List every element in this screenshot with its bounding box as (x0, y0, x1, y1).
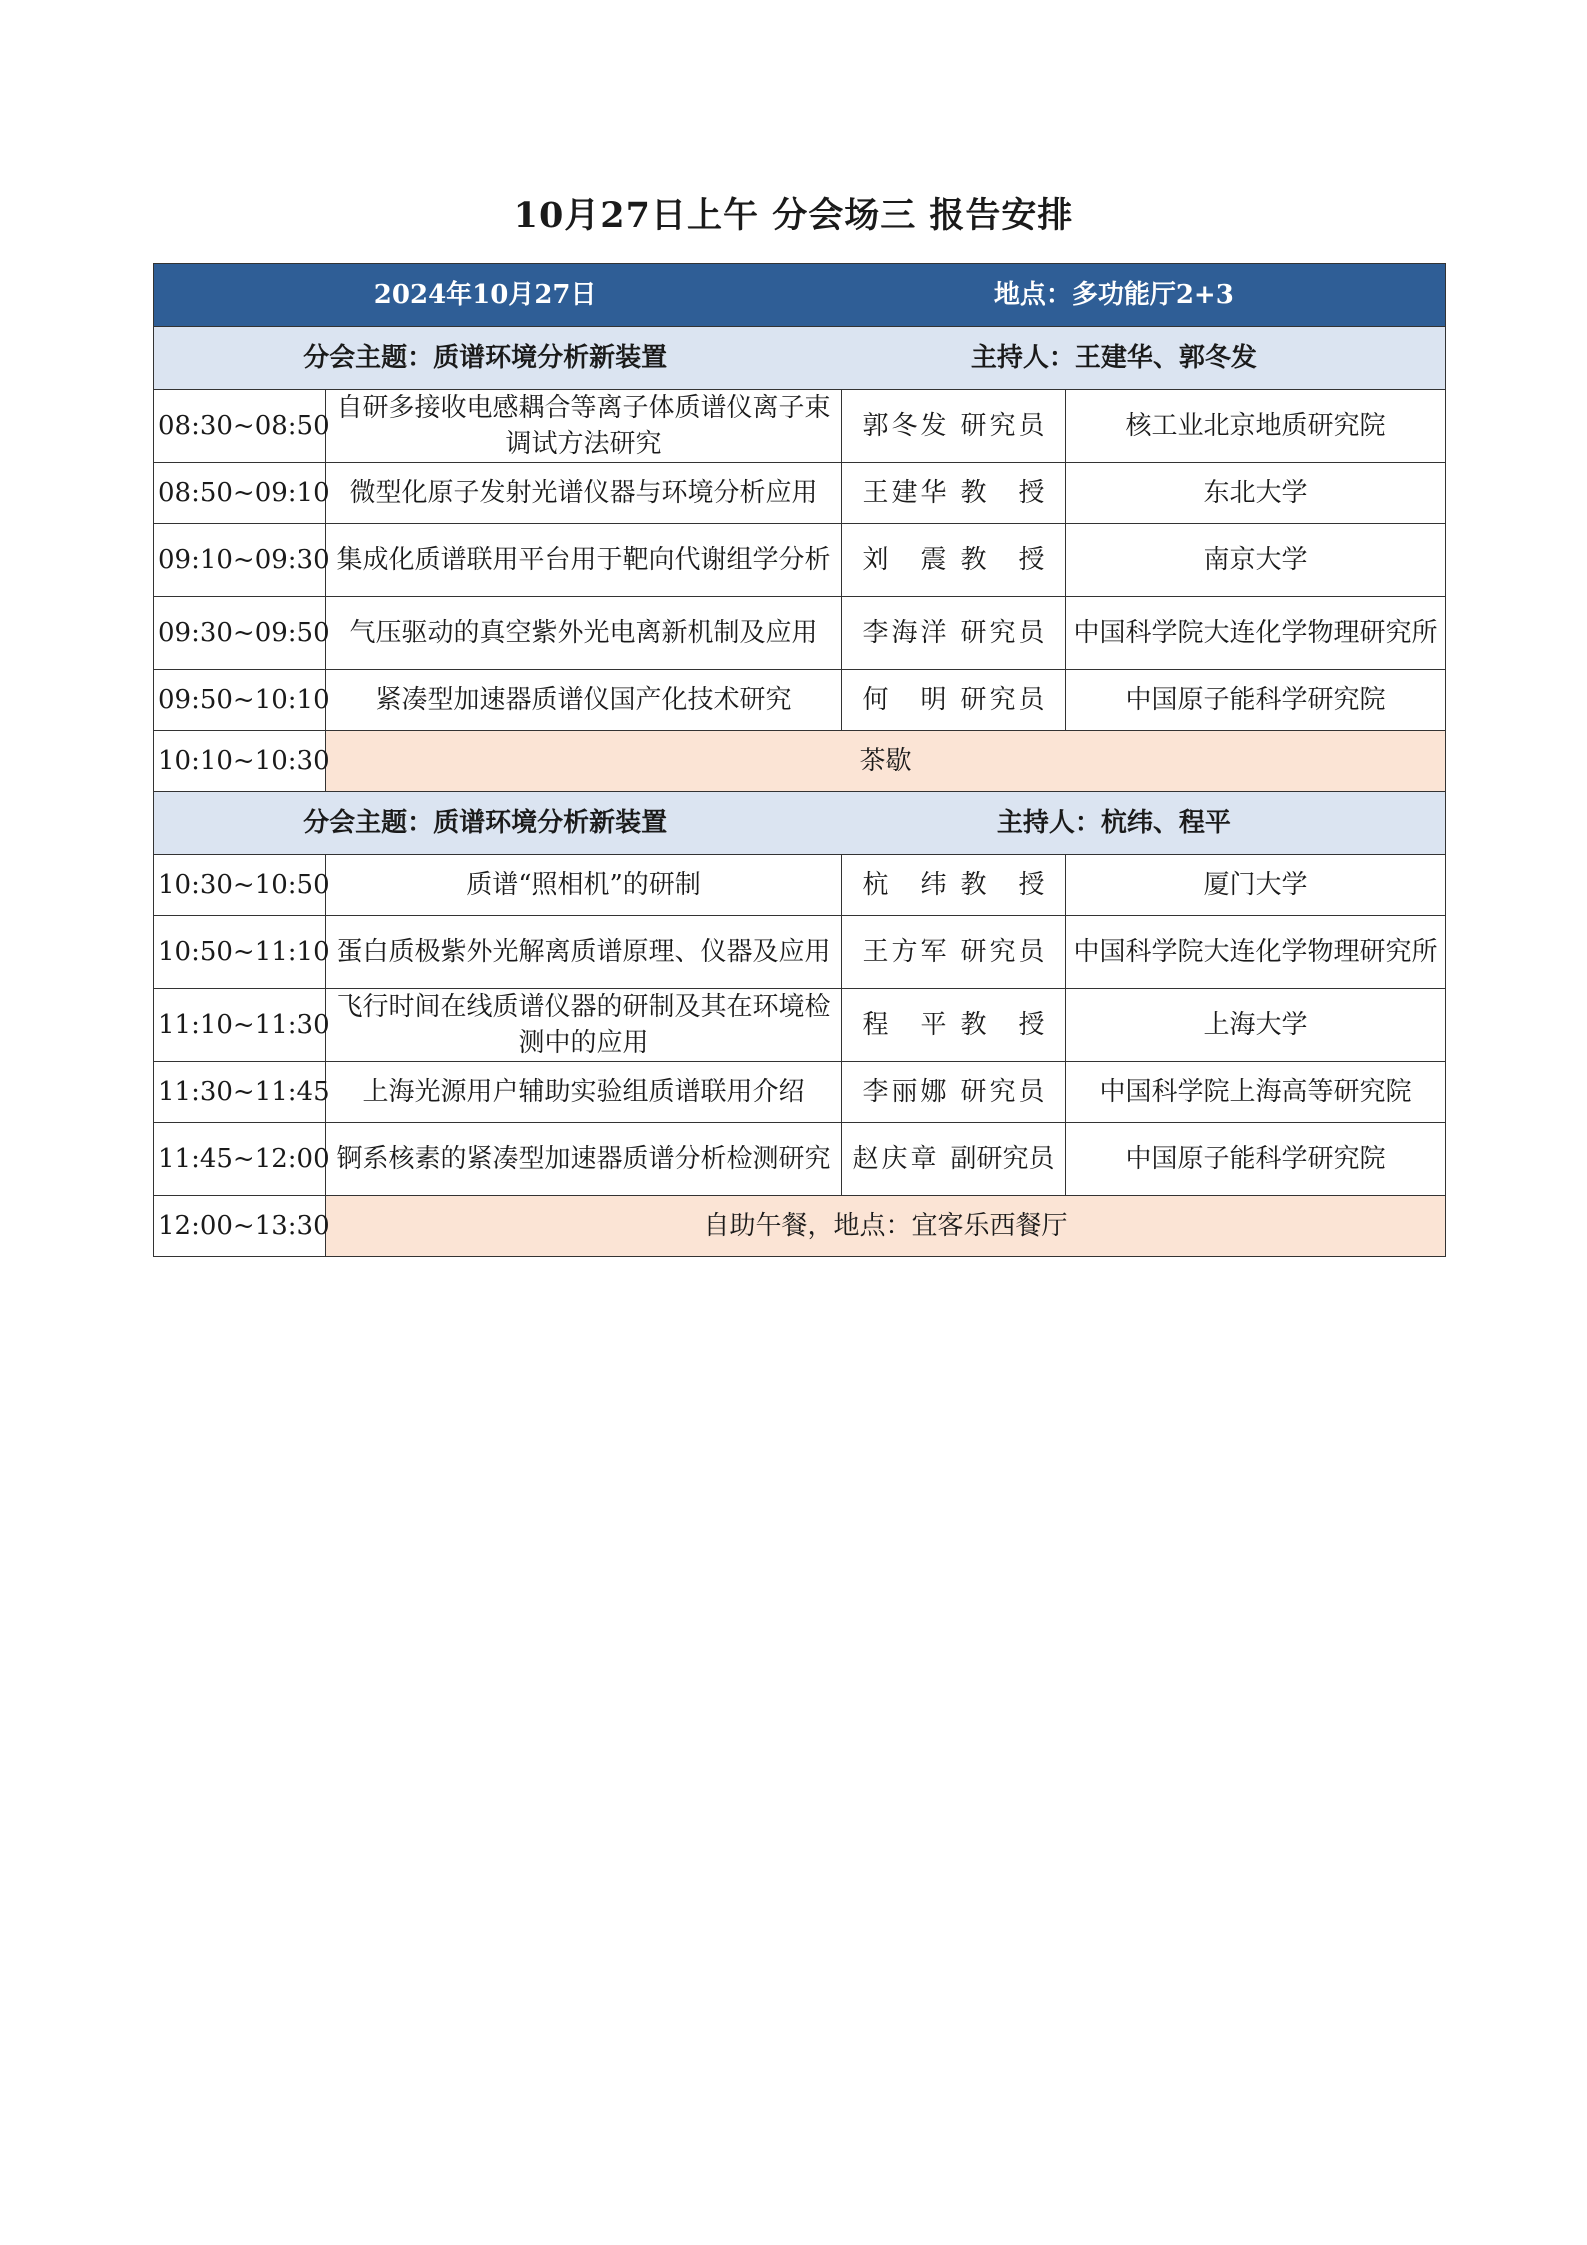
talk-title: 集成化质谱联用平台用于靶向代谢组学分析 (326, 524, 842, 597)
break-time: 10:10~10:30 (154, 731, 326, 792)
talk-time: 08:30~08:50 (154, 390, 326, 463)
talk-org: 厦门大学 (1066, 855, 1446, 916)
session-host: 主持人：王建华、郭冬发 (970, 343, 1257, 373)
speaker-name: 程平 (862, 1010, 947, 1040)
talk-row (154, 1062, 1446, 1123)
talk-time: 09:10~09:30 (154, 524, 326, 597)
talk-row (154, 916, 1446, 989)
date-header-row (154, 264, 1446, 327)
speaker-name: 刘震 (862, 545, 947, 575)
talk-title: 微型化原子发射光谱仪器与环境分析应用 (326, 463, 842, 524)
session-header-row (154, 327, 1446, 390)
speaker-role: 研究员 (960, 685, 1045, 715)
break-time: 12:00~13:30 (154, 1196, 326, 1257)
talk-title: 紧凑型加速器质谱仪国产化技术研究 (326, 670, 842, 731)
speaker-role: 研究员 (960, 618, 1045, 648)
speaker-role: 教授 (960, 545, 1045, 575)
speaker-name: 王方军 (862, 937, 947, 967)
speaker-name: 杭纬 (862, 870, 947, 900)
talk-title: 上海光源用户辅助实验组质谱联用介绍 (326, 1062, 842, 1123)
talk-org: 核工业北京地质研究院 (1066, 390, 1446, 463)
date-label: 2024年10月27日 (373, 280, 597, 310)
date-header-cell (154, 264, 1446, 327)
talk-row (154, 1123, 1446, 1196)
speaker-name: 李丽娜 (862, 1077, 947, 1107)
speaker-role: 教授 (960, 1010, 1045, 1040)
talk-org: 中国原子能科学研究院 (1066, 670, 1446, 731)
speaker-name: 郭冬发 (862, 411, 947, 441)
talk-row (154, 524, 1446, 597)
talk-time: 10:30~10:50 (154, 855, 326, 916)
talk-time: 11:30~11:45 (154, 1062, 326, 1123)
talk-row (154, 463, 1446, 524)
talk-org: 南京大学 (1066, 524, 1446, 597)
talk-speaker (842, 1062, 1066, 1123)
speaker-role: 研究员 (960, 411, 1045, 441)
talk-title: 锕系核素的紧凑型加速器质谱分析检测研究 (326, 1123, 842, 1196)
page-title: 10月27日上午 分会场三 报告安排 (513, 195, 1074, 236)
break-label: 茶歇 (326, 731, 1446, 792)
talk-org: 中国科学院大连化学物理研究所 (1066, 597, 1446, 670)
talk-speaker (842, 463, 1066, 524)
location-label: 地点：多功能厅2+3 (993, 280, 1234, 310)
talk-title: 质谱“照相机”的研制 (326, 855, 842, 916)
talk-time: 09:30~09:50 (154, 597, 326, 670)
talk-row (154, 855, 1446, 916)
talk-speaker (842, 1123, 1066, 1196)
talk-title: 自研多接收电感耦合等离子体质谱仪离子束调试方法研究 (326, 390, 842, 463)
speaker-role: 副研究员 (950, 1144, 1055, 1174)
speaker-name: 王建华 (862, 478, 947, 508)
session-host: 主持人：杭纬、程平 (996, 808, 1231, 838)
talk-speaker (842, 597, 1066, 670)
speaker-role: 教授 (960, 870, 1045, 900)
break-label: 自助午餐，地点：宜客乐西餐厅 (326, 1196, 1446, 1257)
speaker-role: 研究员 (960, 937, 1045, 967)
talk-speaker (842, 524, 1066, 597)
talk-speaker (842, 916, 1066, 989)
speaker-role: 研究员 (960, 1077, 1045, 1107)
talk-row (154, 597, 1446, 670)
lunch-row (154, 1196, 1446, 1257)
talk-row (154, 670, 1446, 731)
talk-speaker (842, 855, 1066, 916)
speaker-name: 赵庆章 (852, 1144, 937, 1174)
break-row (154, 731, 1446, 792)
talk-row (154, 989, 1446, 1062)
talk-row (154, 390, 1446, 463)
talk-speaker (842, 390, 1066, 463)
talk-org: 东北大学 (1066, 463, 1446, 524)
session-theme: 分会主题：质谱环境分析新装置 (303, 808, 668, 838)
schedule-table (153, 263, 1446, 1257)
speaker-role: 教授 (960, 478, 1045, 508)
talk-speaker (842, 670, 1066, 731)
session-theme: 分会主题：质谱环境分析新装置 (303, 343, 668, 373)
talk-org: 中国科学院上海高等研究院 (1066, 1062, 1446, 1123)
talk-org: 中国科学院大连化学物理研究所 (1066, 916, 1446, 989)
talk-title: 气压驱动的真空紫外光电离新机制及应用 (326, 597, 842, 670)
talk-title: 蛋白质极紫外光解离质谱原理、仪器及应用 (326, 916, 842, 989)
talk-time: 10:50~11:10 (154, 916, 326, 989)
talk-time: 09:50~10:10 (154, 670, 326, 731)
talk-time: 11:45~12:00 (154, 1123, 326, 1196)
talk-time: 11:10~11:30 (154, 989, 326, 1062)
speaker-name: 李海洋 (862, 618, 947, 648)
session-header-row (154, 792, 1446, 855)
talk-title: 飞行时间在线质谱仪器的研制及其在环境检测中的应用 (326, 989, 842, 1062)
talk-org: 上海大学 (1066, 989, 1446, 1062)
talk-speaker (842, 989, 1066, 1062)
speaker-name: 何明 (862, 685, 947, 715)
talk-org: 中国原子能科学研究院 (1066, 1123, 1446, 1196)
talk-time: 08:50~09:10 (154, 463, 326, 524)
